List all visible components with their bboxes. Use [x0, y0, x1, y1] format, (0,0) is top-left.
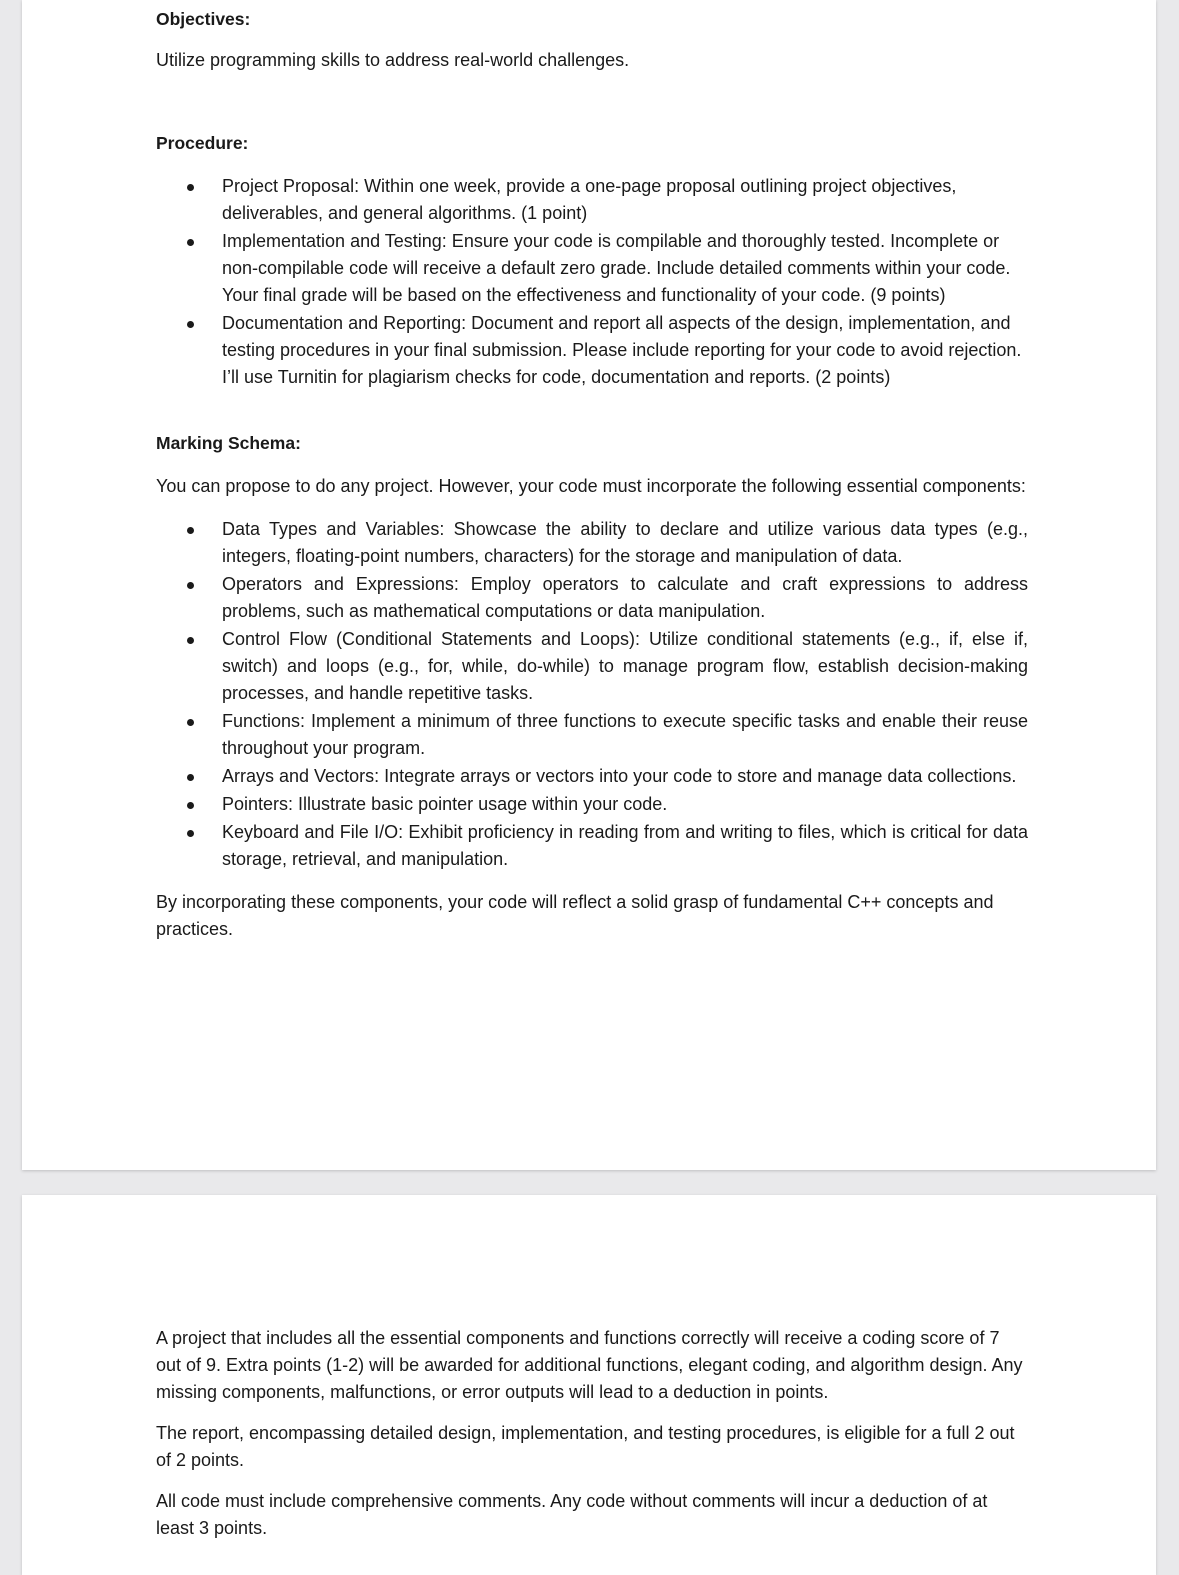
- list-item: [156, 626, 1028, 707]
- list-item: [156, 571, 1028, 625]
- bullet-icon: [187, 527, 194, 534]
- bullet-icon: [187, 582, 194, 589]
- list-item: [156, 708, 1028, 762]
- marking-schema-heading: Marking Schema:: [156, 433, 301, 453]
- list-item-text: Documentation and Reporting: Document and report all aspects of the design, implementation, and testing procedures in your final submission. Please include reporting for your code to avoid rejection. I’ll use Turnitin for plagiarism checks for code, documentation and reports. (2 points): [222, 313, 1022, 387]
- report-score-paragraph: The report, encompassing detailed design, implementation, and testing procedures, is eligible for a full 2 out of 2 points.: [156, 1423, 1015, 1470]
- list-item-text: Pointers: Illustrate basic pointer usage within your code.: [222, 794, 668, 814]
- list-item-text: Implementation and Testing: Ensure your code is compilable and thoroughly tested. Incomplete or non-compilable code will receive a default zero grade. Include detailed comments within your code. Your final grade will be based on the effectiveness and functionality of your code. (9 points): [222, 231, 1011, 305]
- list-item-text: Functions: Implement a minimum of three functions to execute specific tasks and enable their reuse throughout your program.: [222, 711, 1028, 758]
- bullet-icon: [187, 774, 194, 781]
- bullet-icon: [187, 802, 194, 809]
- marking-schema-intro: You can propose to do any project. However, your code must incorporate the following essential components:: [156, 476, 1026, 496]
- bullet-icon: [187, 184, 194, 191]
- list-item-text: Data Types and Variables: Showcase the ability to declare and utilize various data types (e.g., integers, floating-point numbers, characters) for the storage and manipulation of data.: [222, 519, 1028, 566]
- list-item: [156, 791, 1028, 818]
- procedure-heading: Procedure:: [156, 133, 249, 153]
- list-item-text: Operators and Expressions: Employ operators to calculate and craft expressions to address problems, such as mathematical computations or data manipulation.: [222, 574, 1028, 621]
- comments-requirement-paragraph: All code must include comprehensive comments. Any code without comments will incur a deduction of at least 3 points.: [156, 1491, 988, 1538]
- list-item-text: Control Flow (Conditional Statements and Loops): Utilize conditional statements (e.g., if, else if, switch) and loops (e.g., for, while, do-while) to manage program flow, establish decision-making processes, and handle repetitive tasks.: [222, 629, 1028, 703]
- list-item: [156, 173, 1028, 227]
- list-item-text: Project Proposal: Within one week, provide a one-page proposal outlining project objectives, deliverables, and general algorithms. (1 point): [222, 176, 957, 223]
- list-item: [156, 516, 1028, 570]
- page-1-content: [156, 6, 1028, 943]
- document-page-2: [22, 1195, 1156, 1575]
- marking-schema-conclusion: By incorporating these components, your code will reflect a solid grasp of fundamental C++ concepts and practices.: [156, 892, 994, 939]
- list-item-text: Arrays and Vectors: Integrate arrays or vectors into your code to store and manage data collections.: [222, 766, 1017, 786]
- bullet-icon: [187, 719, 194, 726]
- page-2-content: [156, 1325, 1028, 1556]
- objectives-heading: Objectives:: [156, 9, 251, 29]
- objectives-text: Utilize programming skills to address real-world challenges.: [156, 50, 630, 70]
- marking-components-list: [156, 516, 1028, 873]
- list-item: [156, 819, 1028, 873]
- list-item: [156, 310, 1028, 391]
- coding-score-paragraph: A project that includes all the essential components and functions correctly will receive a coding score of 7 out of 9. Extra points (1-2) will be awarded for additional functions, elegant coding, and algorithm design. Any missing components, malfunctions, or error outputs will lead to a deduction in points.: [156, 1328, 1023, 1402]
- bullet-icon: [187, 321, 194, 328]
- list-item-text: Keyboard and File I/O: Exhibit proficiency in reading from and writing to files, which is critical for data storage, retrieval, and manipulation.: [222, 822, 1028, 869]
- bullet-icon: [187, 637, 194, 644]
- list-item: [156, 228, 1028, 309]
- bullet-icon: [187, 239, 194, 246]
- document-page-1: [22, 0, 1156, 1170]
- bullet-icon: [187, 830, 194, 837]
- procedure-list: [156, 173, 1028, 391]
- list-item: [156, 763, 1028, 790]
